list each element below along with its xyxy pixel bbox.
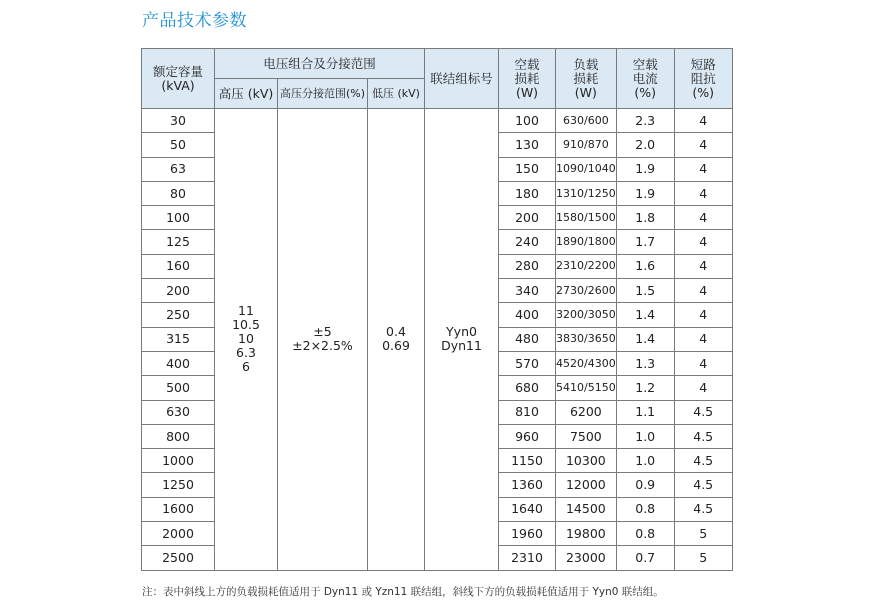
cell-no-load-current: 1.0 <box>616 424 674 448</box>
cell-no-load-current: 1.4 <box>616 303 674 327</box>
cell-impedance: 5 <box>674 546 732 570</box>
cell-impedance: 4 <box>674 303 732 327</box>
cell-impedance: 4 <box>674 206 732 230</box>
cell-load-loss: 4520/4300 <box>556 351 617 375</box>
cell-no-load-current: 1.5 <box>616 279 674 303</box>
cell-no-load-loss: 240 <box>499 230 556 254</box>
table-body <box>142 109 733 571</box>
cell-capacity: 630 <box>142 400 215 424</box>
cell-no-load-current: 1.1 <box>616 400 674 424</box>
cell-capacity: 250 <box>142 303 215 327</box>
cell-no-load-loss: 100 <box>499 109 556 133</box>
cell-impedance: 4 <box>674 133 732 157</box>
cell-impedance: 4.5 <box>674 424 732 448</box>
cell-load-loss: 1580/1500 <box>556 206 617 230</box>
cell-no-load-current: 1.0 <box>616 449 674 473</box>
spec-table <box>141 48 733 571</box>
cell-capacity: 200 <box>142 279 215 303</box>
header-no-load-current: 空载 电流 (%) <box>616 49 674 109</box>
cell-no-load-current: 1.8 <box>616 206 674 230</box>
cell-capacity: 100 <box>142 206 215 230</box>
cell-impedance: 4 <box>674 327 732 351</box>
cell-no-load-loss: 1150 <box>499 449 556 473</box>
cell-no-load-current: 1.6 <box>616 254 674 278</box>
cell-no-load-loss: 180 <box>499 181 556 205</box>
cell-no-load-loss: 1960 <box>499 522 556 546</box>
cell-impedance: 4.5 <box>674 473 732 497</box>
table-row <box>142 109 733 133</box>
cell-capacity: 1600 <box>142 497 215 521</box>
cell-no-load-loss: 960 <box>499 424 556 448</box>
cell-capacity: 30 <box>142 109 215 133</box>
cell-connection-merged: Yyn0 Dyn11 <box>425 109 499 571</box>
cell-no-load-current: 1.2 <box>616 376 674 400</box>
table-note: 注：表中斜线上方的负载损耗值适用于 Dyn11 或 Yzn11 联结组，斜线下方的负载损耗值适用于 Yyn0 联结组。 <box>142 586 664 598</box>
cell-capacity: 80 <box>142 181 215 205</box>
cell-no-load-current: 2.0 <box>616 133 674 157</box>
cell-no-load-current: 0.8 <box>616 522 674 546</box>
header-load-loss: 负载 损耗 (W) <box>556 49 617 109</box>
cell-no-load-loss: 400 <box>499 303 556 327</box>
cell-impedance: 4 <box>674 230 732 254</box>
cell-no-load-current: 0.7 <box>616 546 674 570</box>
cell-hv-merged: 11 10.5 10 6.3 6 <box>215 109 278 571</box>
cell-load-loss: 6200 <box>556 400 617 424</box>
cell-no-load-current: 1.9 <box>616 157 674 181</box>
cell-lv-merged: 0.4 0.69 <box>368 109 425 571</box>
cell-no-load-loss: 200 <box>499 206 556 230</box>
cell-impedance: 5 <box>674 522 732 546</box>
page-title: 产品技术参数 <box>142 11 247 31</box>
cell-no-load-loss: 480 <box>499 327 556 351</box>
cell-impedance: 4.5 <box>674 497 732 521</box>
cell-no-load-current: 1.9 <box>616 181 674 205</box>
cell-impedance: 4 <box>674 181 732 205</box>
cell-no-load-loss: 680 <box>499 376 556 400</box>
cell-capacity: 1250 <box>142 473 215 497</box>
cell-capacity: 500 <box>142 376 215 400</box>
cell-no-load-loss: 150 <box>499 157 556 181</box>
cell-no-load-current: 1.7 <box>616 230 674 254</box>
header-tap: 高压分接范围(%) <box>278 79 368 109</box>
cell-load-loss: 23000 <box>556 546 617 570</box>
header-hv: 高压 (kV) <box>215 79 278 109</box>
cell-load-loss: 3830/3650 <box>556 327 617 351</box>
cell-impedance: 4 <box>674 109 732 133</box>
cell-no-load-loss: 810 <box>499 400 556 424</box>
cell-impedance: 4 <box>674 279 732 303</box>
cell-load-loss: 10300 <box>556 449 617 473</box>
cell-impedance: 4 <box>674 351 732 375</box>
cell-impedance: 4.5 <box>674 449 732 473</box>
cell-capacity: 315 <box>142 327 215 351</box>
cell-capacity: 63 <box>142 157 215 181</box>
header-no-load-loss: 空载 损耗 (W) <box>499 49 556 109</box>
cell-tap-merged: ±5 ±2×2.5% <box>278 109 368 571</box>
cell-load-loss: 12000 <box>556 473 617 497</box>
cell-capacity: 125 <box>142 230 215 254</box>
header-capacity: 额定容量 (kVA) <box>142 49 215 109</box>
header-voltage-group: 电压组合及分接范围 <box>215 49 425 79</box>
cell-impedance: 4 <box>674 254 732 278</box>
cell-no-load-loss: 1640 <box>499 497 556 521</box>
cell-load-loss: 2730/2600 <box>556 279 617 303</box>
header-lv: 低压 (kV) <box>368 79 425 109</box>
cell-load-loss: 5410/5150 <box>556 376 617 400</box>
cell-no-load-loss: 570 <box>499 351 556 375</box>
cell-no-load-loss: 1360 <box>499 473 556 497</box>
cell-load-loss: 14500 <box>556 497 617 521</box>
header-impedance: 短路 阻抗 (%) <box>674 49 732 109</box>
cell-capacity: 800 <box>142 424 215 448</box>
cell-load-loss: 910/870 <box>556 133 617 157</box>
cell-no-load-current: 0.8 <box>616 497 674 521</box>
header-connection: 联结组标号 <box>425 49 499 109</box>
cell-capacity: 2000 <box>142 522 215 546</box>
cell-load-loss: 1310/1250 <box>556 181 617 205</box>
cell-capacity: 2500 <box>142 546 215 570</box>
cell-no-load-current: 2.3 <box>616 109 674 133</box>
cell-load-loss: 3200/3050 <box>556 303 617 327</box>
cell-no-load-loss: 340 <box>499 279 556 303</box>
cell-no-load-loss: 280 <box>499 254 556 278</box>
cell-capacity: 1000 <box>142 449 215 473</box>
cell-no-load-loss: 130 <box>499 133 556 157</box>
cell-no-load-loss: 2310 <box>499 546 556 570</box>
cell-impedance: 4 <box>674 376 732 400</box>
cell-no-load-current: 0.9 <box>616 473 674 497</box>
cell-impedance: 4 <box>674 157 732 181</box>
cell-load-loss: 1890/1800 <box>556 230 617 254</box>
cell-impedance: 4.5 <box>674 400 732 424</box>
cell-load-loss: 1090/1040 <box>556 157 617 181</box>
cell-load-loss: 630/600 <box>556 109 617 133</box>
cell-capacity: 50 <box>142 133 215 157</box>
cell-capacity: 160 <box>142 254 215 278</box>
cell-capacity: 400 <box>142 351 215 375</box>
cell-load-loss: 7500 <box>556 424 617 448</box>
cell-no-load-current: 1.3 <box>616 351 674 375</box>
cell-load-loss: 2310/2200 <box>556 254 617 278</box>
cell-load-loss: 19800 <box>556 522 617 546</box>
cell-no-load-current: 1.4 <box>616 327 674 351</box>
